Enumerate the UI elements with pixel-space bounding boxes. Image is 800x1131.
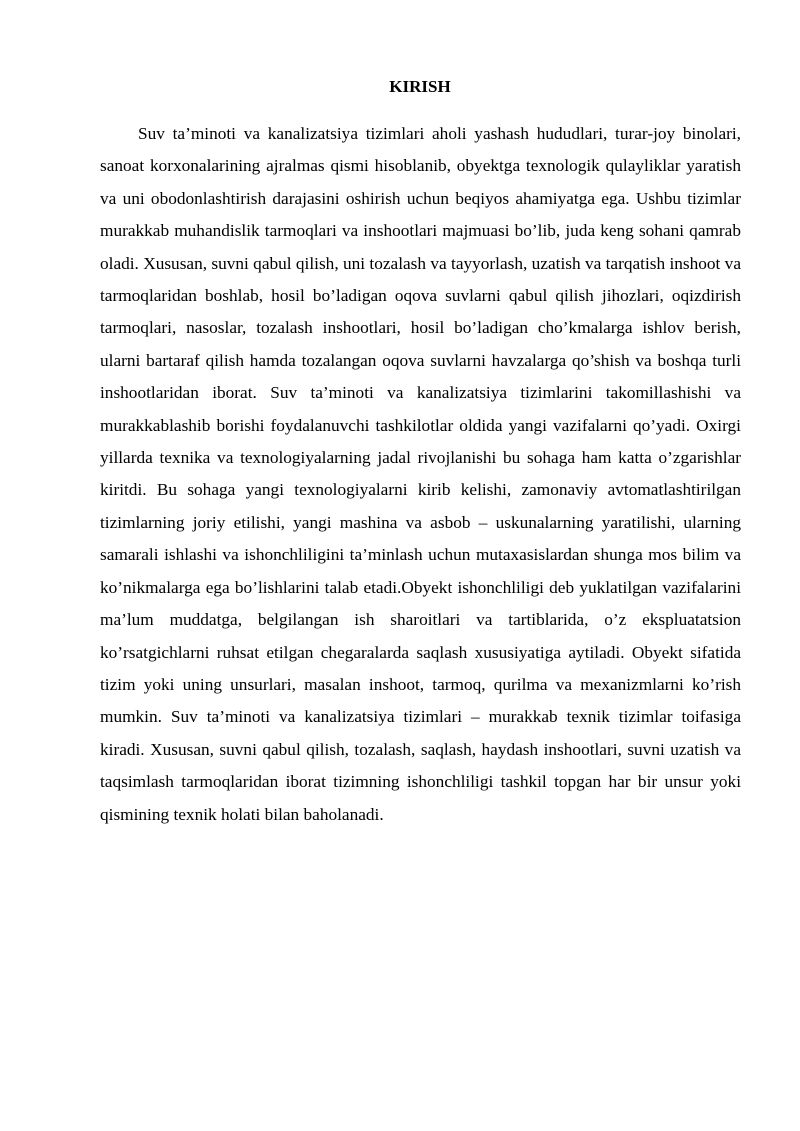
document-title: KIRISH bbox=[389, 77, 451, 96]
body-paragraph: Suv ta’minoti va kanalizatsiya tizimlari aholi yashash hududlari, turar-joy binolari, sanoat korxonalarining ajralmas qismi hisoblanib, obyektga texnologik qulayliklar yaratish va uni obodonlashtirish darajasini oshirish uchun beqiyos ahamiyatga ega. Ushbu tizimlar murakkab muhandislik tarmoqlari va inshootlari majmuasi bo’lib, juda keng sohani qamrab oladi. Xususan, suvni qabul qilish, uni tozalash va tayyorlash, uzatish va tarqatish inshoot va tarmoqlaridan boshlab, hosil bo’ladigan oqova suvlarni qabul qilish jihozlari, oqizdirish tarmoqlari, nasoslar, tozalash inshootlari, hosil bo’ladigan cho’kmalarga ishlov berish, ularni bartaraf qilish hamda tozalangan oqova suvlarni havzalarga qo’shish va boshqa turli inshootlaridan iborat. Suv ta’minoti va kanalizatsiya tizimlarini takomillashishi va murakkablashib borishi foydalanuvchi tashkilotlar oldida yangi vazifalarni qo’yadi. Oxirgi yillarda texnika va texnologiyalarning jadal rivojlanishi bu sohaga ham katta o’zgarishlar kiritdi. Bu sohaga yangi texnologiyalarni kirib kelishi, zamonaviy avtomatlashtirilgan tizimlarning joriy etilishi, yangi mashina va asbob – uskunalarning yaratilishi, ularning samarali ishlashi va ishonchliligini ta’minlash uchun mutaxasislardan shunga mos bilim va ko’nikmalarga ega bo’lishlarini talab etadi.Obyekt ishonchliligi deb yuklatilgan vazifalarini ma’lum muddatga, belgilangan ish sharoitlari va tartiblarida, o’z ekspluatatsion ko’rsatgichlarni ruhsat etilgan chegaralarda saqlash xususiyatiga aytiladi. Obyekt sifatida tizim yoki uning unsurlari, masalan inshoot, tarmoq, qurilma va mexanizmlarni ko’rish mumkin. Suv ta’minoti va kanalizatsiya tizimlari – murakkab texnik tizimlar toifasiga kiradi. Xususan, suvni qabul qilish, tozalash, saqlash, haydash inshootlari, suvni uzatish va taqsimlash tarmoqlaridan iborat tizimning ishonchliligi tashkil topgan har bir unsur yoki qismining texnik holati bilan baholanadi. bbox=[100, 124, 741, 824]
